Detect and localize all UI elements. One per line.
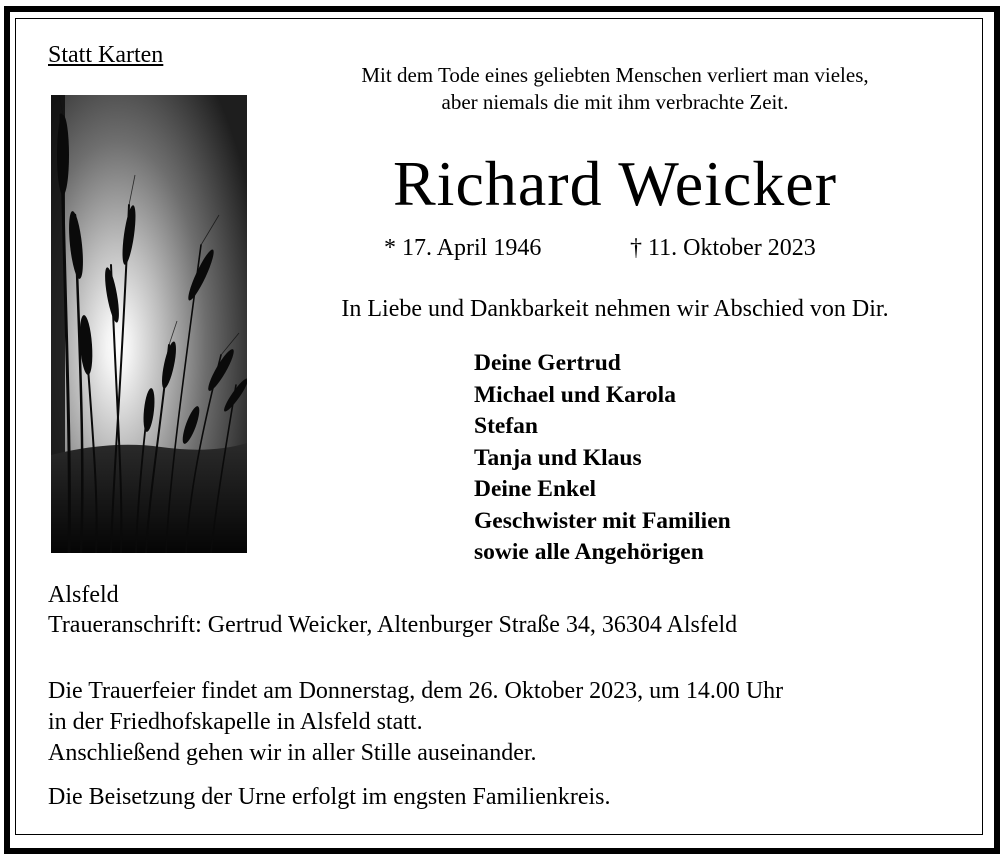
mourner-item: Deine Gertrud — [474, 350, 621, 376]
burial-info: Die Beisetzung der Urne erfolgt im engsten Familienkreis. — [48, 784, 611, 810]
mourner-item: sowie alle Angehörigen — [474, 539, 704, 565]
death-date: † 11. Oktober 2023 — [630, 235, 816, 261]
statt-karten-label: Statt Karten — [48, 42, 164, 68]
mourner-item: Tanja und Klaus — [474, 444, 642, 471]
mourning-address: Traueranschrift: Gertrud Weicker, Altenburger Straße 34, 36304 Alsfeld — [48, 612, 738, 638]
service-line-1: Die Trauerfeier findet am Donnerstag, dem 26. Oktober 2023, um 14.00 Uhr — [48, 678, 784, 704]
service-line-3: Anschließend gehen wir in aller Stille auseinander. — [48, 740, 537, 766]
mourner-item: Michael und Karola — [474, 381, 676, 408]
funeral-service-info — [48, 676, 783, 769]
mourners-list — [474, 348, 731, 569]
memorial-quote — [300, 62, 930, 116]
mourner-item: Geschwister mit Familien — [474, 507, 731, 534]
deceased-name: Richard Weicker — [392, 148, 838, 219]
farewell-line: In Liebe und Dankbarkeit nehmen wir Abschied von Dir. — [341, 296, 889, 322]
mourner-item: Stefan — [474, 413, 538, 439]
city: Alsfeld — [48, 582, 119, 608]
birth-date: * 17. April 1946 — [384, 235, 542, 261]
quote-line-2: aber niemals die mit ihm verbrachte Zeit. — [441, 90, 789, 114]
quote-line-1: Mit dem Tode eines geliebten Menschen verliert man vieles, — [361, 63, 869, 87]
service-line-2: in der Friedhofskapelle in Alsfeld statt. — [48, 709, 423, 735]
mourner-item: Deine Enkel — [474, 476, 597, 502]
wheat-field-sunset-photo — [51, 95, 247, 553]
